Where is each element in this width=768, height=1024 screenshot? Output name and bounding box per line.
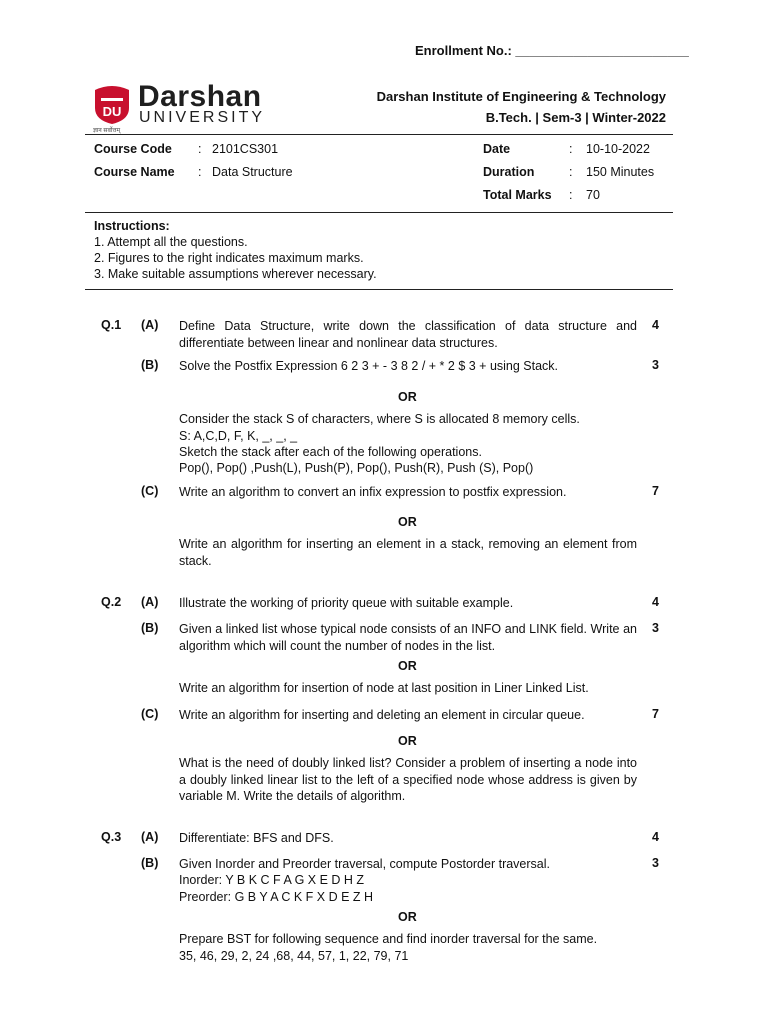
question-text: Differentiate: BFS and DFS.: [179, 831, 334, 845]
question-text: Pop(), Pop() ,Push(L), Push(P), Pop(), Push(R), Push (S), Pop(): [179, 461, 534, 475]
colon: :: [569, 142, 573, 156]
date-value: 10-10-2022: [586, 142, 650, 156]
question-marks: 7: [652, 707, 659, 721]
question-text: Define Data Structure, write down the classification of data structure and differentiate between linear and nonlinear data structures.: [179, 319, 637, 350]
logo-subtitle: UNIVERSITY: [139, 109, 266, 126]
duration-label: Duration: [483, 165, 535, 179]
logo-tagline: ज्ञान सर्वोत्तम्: [93, 128, 121, 134]
question-text: Write an algorithm for insertion of node at last position in Liner Linked List.: [179, 681, 589, 695]
question-number: Q.2: [101, 595, 122, 609]
question-number: Q.1: [101, 318, 122, 332]
sub-question-label: (C): [141, 707, 159, 721]
total-marks-label: Total Marks: [483, 188, 552, 202]
institute-name: Darshan Institute of Engineering & Technology: [376, 89, 666, 104]
question-text: Given Inorder and Preorder traversal, compute Postorder traversal.: [179, 857, 551, 871]
logo-name: Darshan: [138, 80, 262, 113]
question-text: Consider the stack S of characters, where S is allocated 8 memory cells.: [179, 412, 580, 426]
colon: :: [198, 142, 202, 156]
question-text: Inorder: Y B K C F A G X E D H Z: [179, 873, 365, 887]
sub-question-label: (C): [141, 484, 159, 498]
question-text: Write an algorithm for inserting an element in a stack, removing an element from stack.: [179, 537, 637, 568]
course-code-value: 2101CS301: [212, 142, 279, 156]
question-text: What is the need of doubly linked list? Consider a problem of inserting a node into a doubly linked linear list to the left of a specified node whose address is given by variable M. Write the details of algorithm.: [179, 756, 637, 803]
question-marks: 7: [652, 484, 659, 498]
sub-question-label: (A): [141, 595, 159, 609]
or-separator: OR: [398, 910, 417, 924]
colon: :: [569, 188, 573, 202]
date-label: Date: [483, 142, 511, 156]
course-name-label: Course Name: [94, 165, 175, 179]
question-text: Sketch the stack after each of the following operations.: [179, 445, 482, 459]
question-text: Write an algorithm for inserting and deleting an element in circular queue.: [179, 708, 585, 722]
total-marks-value: 70: [586, 188, 600, 202]
question-text: Illustrate the working of priority queue with suitable example.: [179, 596, 514, 610]
question-text: 35, 46, 29, 2, 24 ,68, 44, 57, 1, 22, 79, 71: [179, 949, 409, 963]
colon: :: [198, 165, 202, 179]
question-text: Solve the Postfix Expression 6 2 3 + - 3 8 2 / + * 2 $ 3 + using Stack.: [179, 359, 559, 373]
or-separator: OR: [398, 734, 417, 748]
question-marks: 4: [652, 595, 659, 609]
instruction-item: 3. Make suitable assumptions wherever necessary.: [94, 267, 377, 281]
instruction-item: 2. Figures to the right indicates maximum marks.: [94, 251, 364, 265]
or-separator: OR: [398, 659, 417, 673]
university-logo-icon: [93, 84, 131, 124]
course-code-label: Course Code: [94, 142, 172, 156]
or-separator: OR: [398, 515, 417, 529]
question-number: Q.3: [101, 830, 122, 844]
header-divider: [85, 134, 673, 135]
sub-question-label: (B): [141, 856, 159, 870]
question-text: Write an algorithm to convert an infix expression to postfix expression.: [179, 485, 567, 499]
question-marks: 4: [652, 318, 659, 332]
course-name-value: Data Structure: [212, 165, 293, 179]
sub-question-label: (A): [141, 318, 159, 332]
sub-question-label: (B): [141, 358, 159, 372]
sub-question-label: (B): [141, 621, 159, 635]
question-marks: 4: [652, 830, 659, 844]
question-text: Prepare BST for following sequence and find inorder traversal for the same.: [179, 932, 598, 946]
sub-question-label: (A): [141, 830, 159, 844]
duration-value: 150 Minutes: [586, 165, 655, 179]
question-text: Preorder: G B Y A C K F X D E Z H: [179, 890, 374, 904]
colon: :: [569, 165, 573, 179]
course-divider: [85, 212, 673, 213]
instruction-item: 1. Attempt all the questions.: [94, 235, 248, 249]
question-marks: 3: [652, 358, 659, 372]
enrollment-number-field: Enrollment No.: ________________________: [415, 43, 689, 58]
instructions-divider: [85, 289, 673, 290]
university-logo: [93, 84, 131, 127]
svg-text:DU: DU: [102, 104, 122, 119]
question-marks: 3: [652, 856, 659, 870]
question-text: S: A,C,D, F, K, _, _, _: [179, 429, 298, 443]
program-info: B.Tech. | Sem-3 | Winter-2022: [485, 110, 666, 125]
instructions-title: Instructions:: [94, 219, 170, 233]
or-separator: OR: [398, 390, 417, 404]
question-marks: 3: [652, 621, 659, 635]
question-text: Given a linked list whose typical node consists of an INFO and LINK field. Write an algorithm which will count the number of nodes in the list.: [179, 622, 637, 653]
